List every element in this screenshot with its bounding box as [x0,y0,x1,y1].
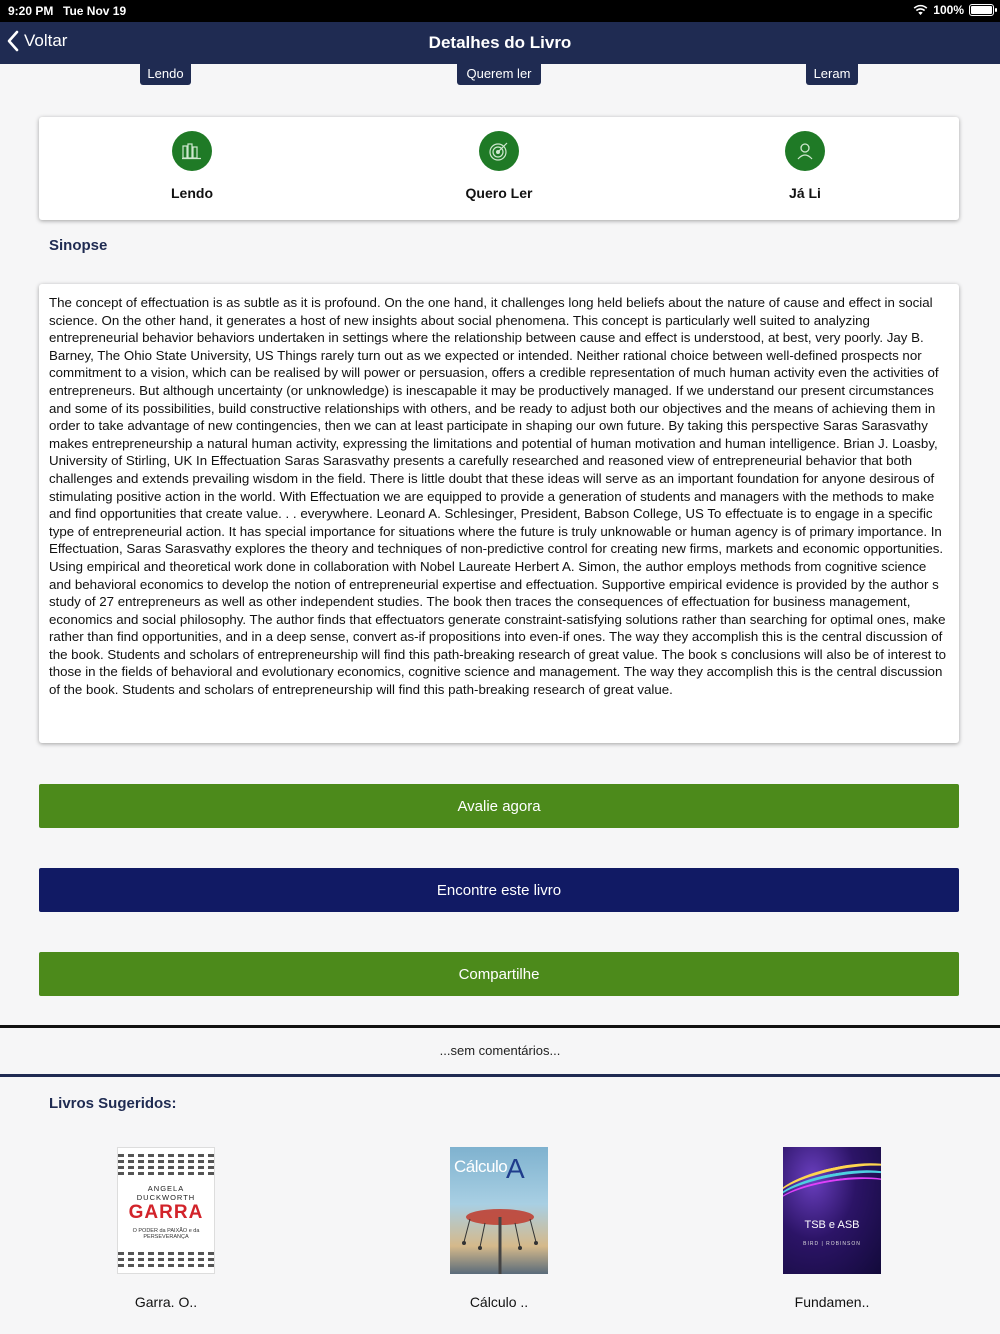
navigation-bar [0,22,1000,64]
cover-title: GARRA [128,1202,204,1223]
book-title: Fundamen.. [794,1294,870,1310]
target-icon [488,140,510,162]
suggested-book[interactable] [86,1147,246,1310]
status-bar [0,0,1000,22]
cover-title: Cálculo [454,1157,508,1176]
synopsis-heading: Sinopse [49,237,108,254]
page-title: Detalhes do Livro [428,33,572,52]
status-date: Tue Nov 19 [63,4,127,18]
find-book-button[interactable]: Encontre este livro [39,868,959,912]
status-right [913,3,994,17]
divider [0,1074,1000,1077]
status-option-ja-li[interactable] [745,131,865,201]
status-option-quero-ler[interactable] [439,131,559,201]
books-icon [181,142,203,160]
synopsis-text: The concept of effectuation is as subtle as it is profound. On the one hand, it challenges long held beliefs about the nature of cause and effect in social science. On the other hand, it generates a host of new insights about social phenomena. This concept is particularly well suited to analyzing entrepreneurial behavior behaviors undertaken in settings where the relationship between cause and effect is understood, at best, very poorly. Jay B. Barney, The Ohio State University, US Things rarely turn out as we expected or intended. Neither rational choice between well-defined prospects nor commitment to a vision, which can be realised by will power or persuasion, offers a credible representation of much human activity even the activities of entrepreneurs. But although uncertainty (or unknowledge) is inescapable it may be productively managed. If we understand our present circumstances and some of its possibilities, build constructive relationships with others, and be ready to adjust both our objectives and the means of achieving them in order to take advantage of new contingencies, then we can at least participate in shaping our own future. By taking this perspective Saras Sarasvathy makes entrepreneurship a natural human activity, expressing the limitations and potential of human motivation and human intelligence. Brian J. Loasby, University of Stirling, UK In Effectuation Saras Sarasvathy presents a carefully researched and reasoned view of entrepreneurial behavior that both challenges and extends prevailing wisdom in the field. There is little doubt that these ideas will serve as an important foundation for anyone desirous of stimulating positive action in the world. With Effectuation we are equipped to provide a generation of students and managers with the methods to make and find opportunities that create value. . . everywhere. Leonard A. Schlesinger, President, Babson College, US To effectuate is to engage in a specific type of entrepreneurial action. It has special importance for situations where the future is truly unknowable or human agency is of primary importance. In Effectuation, Saras Sarasvathy explores the theory and techniques of non-predictive control for creating new firms, markets and economic opportunities. Using empirical and theoretical work done in collaboration with Nobel Laureate Herbert A. Simon, the author employs methods from cognitive science and behavioral economics to develop the notion of entrepreneurial expertise and effectuation. Supportive empirical evidence is provided by the author s study of 27 entrepreneurs as well as other independent studies. The book then traces the consequences of effectuation for business management, economics and social philosophy. The author finds that effectuators generate constraint-satisfying solutions rather than searching for optimal ones, make rather than find opportunities, and in a deep sense, convert as-if propositions into even-if ones. The way they accomplish this is the central discussion of the book. Students and scholars of entrepreneurship will find this path-breaking research of great value. The book s conclusions will also be of interest to those in the fields of behavioral and evolutionary economics, cognitive science and management. The way they accomplish this is the central discussion of the book. Students and scholars of entrepreneurship will find this path-breaking research of great value. [49,295,947,698]
suggested-book[interactable] [752,1147,912,1310]
status-time: 9:20 PM [8,4,54,18]
cover-subtitle: O PODER da PAIXÃO e da PERSEVERANÇA [132,1228,200,1240]
status-icon-circle [785,131,825,171]
carousel-illustration [460,1197,540,1274]
book-title: Cálculo .. [469,1294,529,1310]
cover-letter: A [506,1153,525,1184]
status-option-label: Quero Ler [465,185,533,201]
share-button[interactable]: Compartilhe [39,952,959,996]
status-icon-circle [479,131,519,171]
cover-author: ANGELA DUCKWORTH [136,1184,196,1202]
person-icon [795,141,815,161]
suggested-book[interactable] [419,1147,579,1310]
book-cover-image [783,1147,881,1274]
status-option-lendo[interactable] [132,131,252,201]
tag-lendo: Lendo [140,64,191,85]
status-option-label: Lendo [171,185,213,201]
book-cover-image [450,1147,548,1274]
battery-percent: 100% [933,3,964,17]
tag-leram: Leram [806,64,858,85]
back-label: Voltar [24,31,68,50]
tag-querem-ler: Querem ler [457,64,541,85]
cover-title: TSB e ASB [804,1219,860,1231]
cover-authors: BIRD | ROBINSON [803,1241,861,1247]
suggested-books-heading: Livros Sugeridos: [49,1095,177,1112]
divider [0,1025,1000,1028]
book-title: Garra. O.. [134,1294,198,1310]
wifi-icon [913,4,928,16]
status-icon-circle [172,131,212,171]
comments-empty-text: ...sem comentários... [439,1043,561,1058]
status-option-label: Já Li [789,185,821,201]
reading-status-card [39,117,959,220]
battery-icon [969,4,994,16]
book-cover-image [117,1147,215,1274]
rate-now-button[interactable]: Avalie agora [39,784,959,828]
synopsis-card [39,284,959,743]
